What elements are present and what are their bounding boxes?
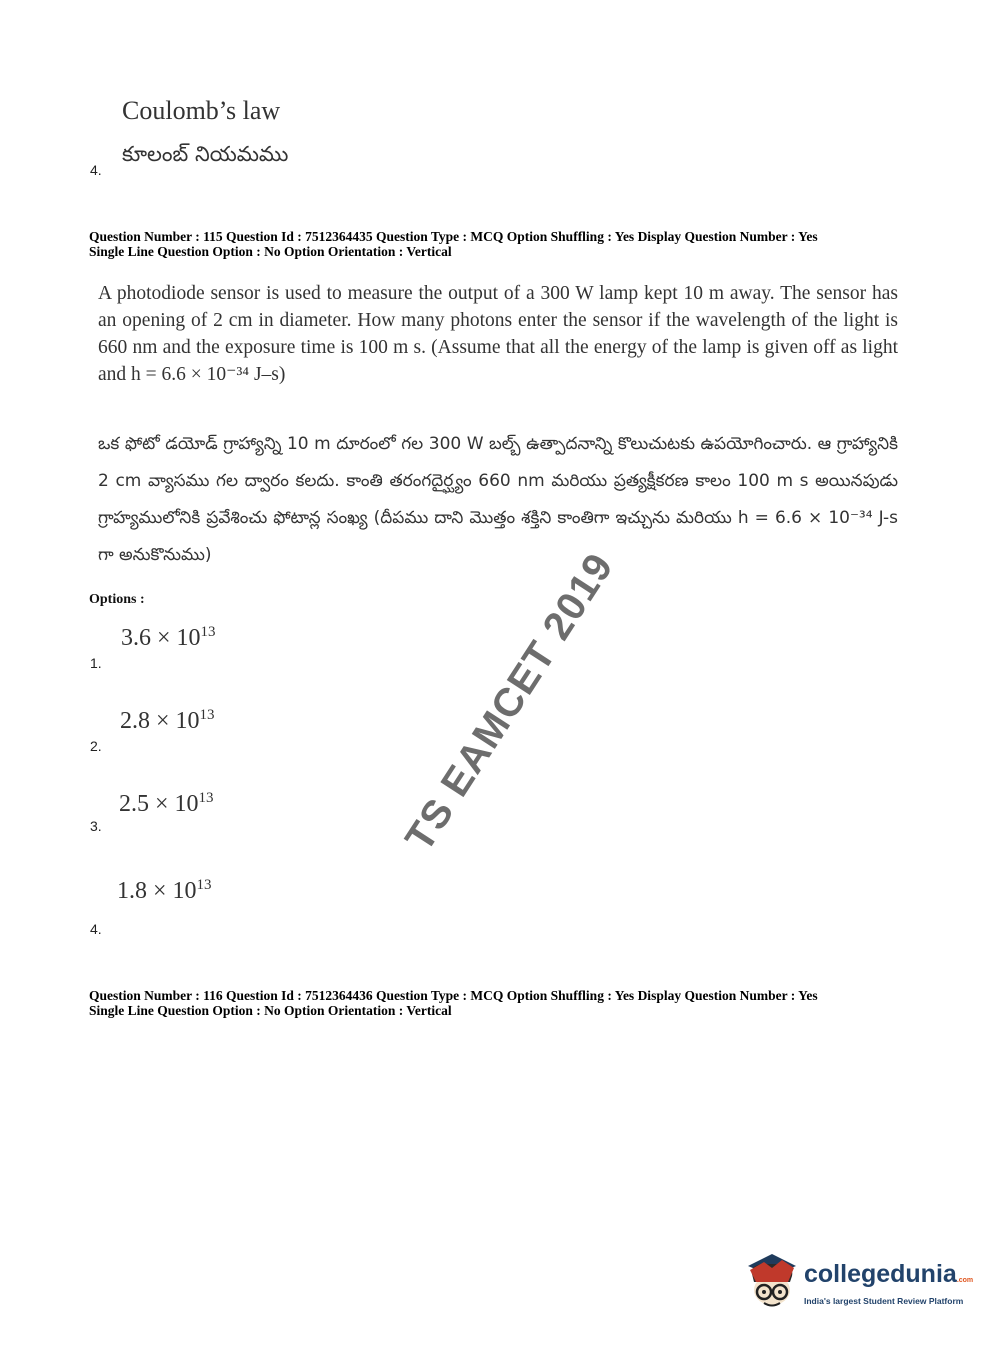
option-3-number: 3. bbox=[90, 818, 102, 834]
question-116-meta-line1: Question Number : 116 Question Id : 7512364436 Question Type : MCQ Option Shuffling : Yes Display Question Number : Yes bbox=[89, 988, 818, 1003]
question-116-meta-line2: Single Line Question Option : No Option Orientation : Vertical bbox=[89, 1003, 452, 1018]
option-2-mantissa: 2.8 × 10 bbox=[120, 708, 200, 734]
question-115-english-text: A photodiode sensor is used to measure the output of a 300 W lamp kept 10 m away. The sensor has an opening of 2 cm in diameter. How many photons enter the sensor if the wavelength of the light is 660 nm and the exposure time is 100 m s. (Assume that all the energy of the lamp is given off as light and h = 6.6 × 10⁻³⁴ J–s) bbox=[98, 283, 898, 385]
option-1-mantissa: 3.6 × 10 bbox=[121, 625, 201, 651]
prev-option-number: 4. bbox=[90, 162, 102, 178]
option-2-exponent: 13 bbox=[199, 707, 215, 723]
logo-tagline: India's largest Student Review Platform bbox=[804, 1296, 964, 1306]
option-1-exponent: 13 bbox=[200, 624, 216, 640]
option-4-exponent: 13 bbox=[196, 877, 212, 893]
option-3-exponent: 13 bbox=[198, 790, 214, 806]
option-4-mantissa: 1.8 × 10 bbox=[117, 878, 197, 904]
logo-wordmark bbox=[804, 1260, 973, 1289]
mascot-icon bbox=[742, 1252, 802, 1316]
option-1-value bbox=[121, 624, 216, 652]
logo-name: collegedunia bbox=[804, 1260, 957, 1288]
prev-option-english: Coulomb’s law bbox=[122, 96, 281, 125]
option-4-value bbox=[117, 877, 212, 905]
options-label: Options : bbox=[89, 592, 145, 607]
prev-option-telugu: కూలంబ్ నియమము bbox=[122, 142, 289, 166]
option-2-value bbox=[120, 707, 215, 735]
logo-suffix: .com bbox=[956, 1277, 974, 1284]
option-1-number: 1. bbox=[90, 655, 102, 671]
question-115-meta-line2: Single Line Question Option : No Option Orientation : Vertical bbox=[89, 244, 452, 259]
question-115-meta bbox=[89, 229, 919, 259]
option-3-value bbox=[119, 790, 214, 818]
option-2-number: 2. bbox=[90, 738, 102, 754]
question-115-telugu-text: ఒక ఫోటో డయోడ్ గ్రాహ్యాన్ని 10 m దూరంలో గల 300 W బల్బ్ ఉత్పాదనాన్ని కొలుచుటకు ఉపయోగించారు. ఆ గ్రాహ్యానికి 2 cm వ్యాసము గల ద్వారం కలదు. కాంతి తరంగదైర్ఘ్యం 660 nm మరియు ప్రత్యక్షీకరణ కాలం 100 m s అయినపుడు గ్రాహ్యములోనికి ప్రవేశించు ఫోటాన్ల సంఖ్య (దీపము దాని మొత్తం శక్తిని కాంతిగా ఇచ్చును మరియు h = 6.6 × 10⁻³⁴ J-s గా అనుకొనుము) bbox=[98, 434, 898, 565]
option-3-mantissa: 2.5 × 10 bbox=[119, 791, 199, 817]
collegedunia-logo bbox=[742, 1252, 972, 1316]
option-4-number: 4. bbox=[90, 921, 102, 937]
question-115-meta-line1: Question Number : 115 Question Id : 7512364435 Question Type : MCQ Option Shuffling : Yes Display Question Number : Yes bbox=[89, 229, 818, 244]
question-116-meta bbox=[89, 988, 919, 1018]
watermark: TS EAMCET 2019 bbox=[397, 545, 623, 859]
